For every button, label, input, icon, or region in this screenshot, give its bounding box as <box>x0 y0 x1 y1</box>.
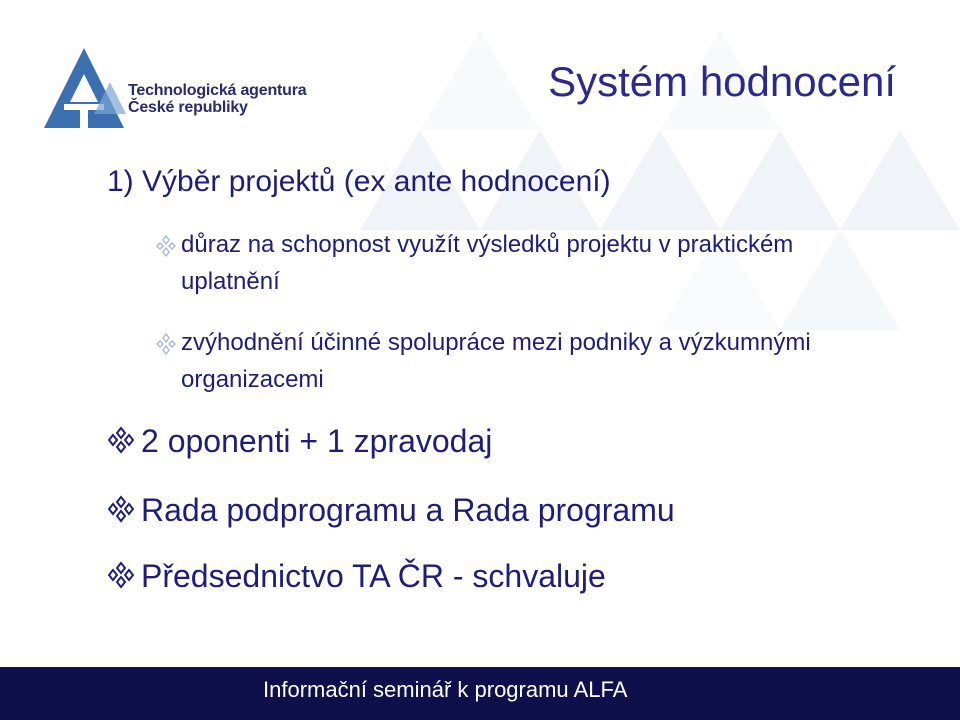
four-diamond-bullet-icon <box>105 561 137 589</box>
section-heading: 1) Výběr projektů (ex ante hodnocení) <box>107 165 611 198</box>
four-diamond-bullet-icon <box>105 495 137 523</box>
footer-text: Informační seminář k programu ALFA <box>263 677 628 702</box>
main-list-item-text: Rada podprogramu a Rada programu <box>141 492 675 528</box>
main-list-item-text: Předsednictvo TA ČR - schvaluje <box>141 558 606 594</box>
four-diamond-bullet-icon <box>155 235 177 257</box>
four-diamond-bullet-icon <box>155 333 177 355</box>
main-list-item <box>105 558 606 595</box>
logo-text <box>128 83 306 117</box>
main-list-item <box>105 492 675 529</box>
four-diamond-bullet-icon <box>105 426 137 454</box>
sub-list-item-text: zvýhodnění účinné spolupráce mezi podniky a výzkumnými organizacemi <box>181 329 811 393</box>
main-list-item <box>105 423 492 460</box>
footer-bar <box>0 667 960 720</box>
logo-line-1: Technologická agentura <box>128 82 307 99</box>
sub-list-item <box>155 324 875 398</box>
main-list-item-text: 2 oponenti + 1 zpravodaj <box>141 423 493 459</box>
sub-list-item <box>155 226 875 300</box>
logo-line-2: České republiky <box>128 98 248 116</box>
sub-list-item-text: důraz na schopnost využít výsledků projektu v praktickém uplatnění <box>181 231 794 295</box>
slide-title: Systém hodnocení <box>548 58 896 105</box>
